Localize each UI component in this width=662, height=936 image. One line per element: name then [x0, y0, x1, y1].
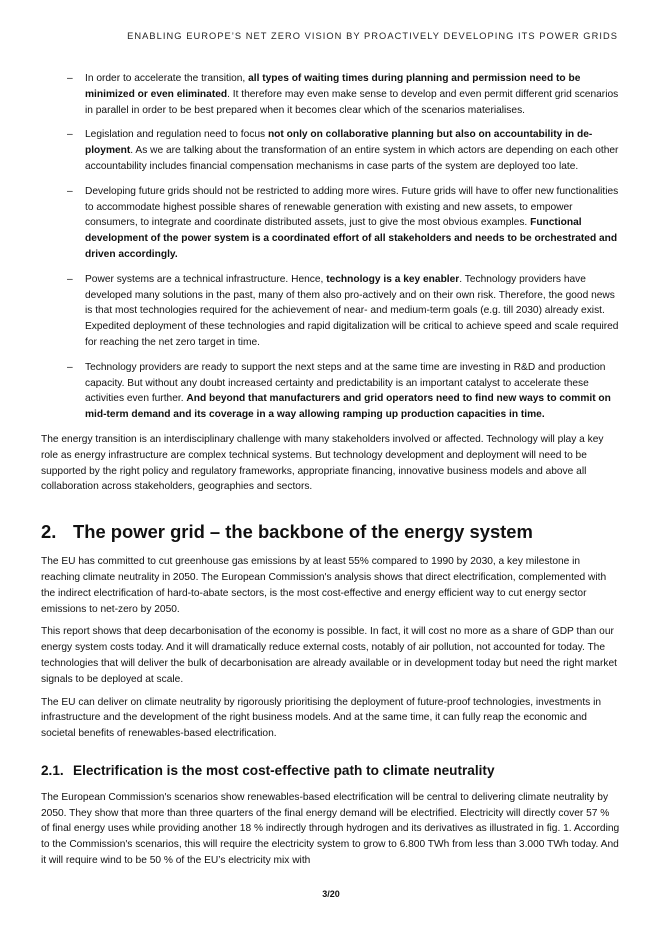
text-segment: Technology providers are ready to support the next steps and at the same time are investing in R&D and production capacity. But without any doubt increased certainty and predictability is an important catalyst to accelerate these activities even further. — [85, 361, 606, 405]
intro-paragraph: The energy transition is an interdisciplinary challenge with many stakeholders involved or affected. Technology will play a key role as energy infrastructure are complex technical systems. But technology development and deployment will need to be supported by the right policy and regulatory frameworks, appropriate financing, innovative business models and above all collaboration across stakeholders, geographies and sectors. — [41, 433, 604, 493]
body-paragraph: The European Commission's scenarios show renewables-based electrification will be central to delivering climate neutrality by 2050. They show that more than three quarters of the final energy demand will be electrified. Electricity will directly cover 57 % of final energy uses while providing another 18 % indirectly through hydrogen and its derivatives as illustrated in fig. 1. According to the Commission's scenarios, this will require the electricity system to grow to 6.800 TWh from less than 3.000 TWh today. And it will require wind to be 50 % of the EU’s electricity mix with — [41, 791, 620, 867]
body-paragraph: This report shows that deep decarbonisation of the economy is possible. In fact, it will cost no more as a share of GDP than our energy system costs today. And it will dramatically reduce external costs, notably of air pollution, not accounted for today. The technologies that will deliver the bulk of decarbonisation are already available or in development today but need the right market signals to be deployed at scale. — [41, 626, 617, 685]
list-dash: – — [67, 185, 73, 197]
bullet-text — [85, 272, 620, 351]
subsection-number: 2.1. — [41, 762, 64, 778]
list-item — [41, 71, 620, 118]
bullet-text — [85, 127, 620, 174]
text-segment: . As we are talking about the transformation of an entire system in which actors are depending on each other accountability includes financial compensation mechanisms in case parts of the system are deployed too late. — [85, 145, 619, 172]
subsection-title: Electrification is the most cost-effective path to climate neutrality — [73, 762, 495, 778]
list-item — [41, 184, 620, 263]
text-segment: Legislation and regulation need to focus — [85, 129, 268, 141]
page-number: 3/20 — [322, 889, 340, 899]
section-number: 2. — [41, 521, 57, 543]
running-header: ENABLING EUROPE’S NET ZERO VISION BY PROACTIVELY DEVELOPING ITS POWER GRIDS — [127, 31, 618, 41]
text-segment: . Technology providers have developed many solutions in the past, many of them also pro-actively and on their own risk. Therefore, the good news is that most technologies required for the achievement of near- and medium-term goals (e.g. till 2030) already exist. Expedited deployment of these technologies and rapid digitalization will be critical to achieve speed and scale required for reaching the net zero target in time. — [85, 273, 619, 348]
list-item — [41, 272, 620, 351]
bold-segment: all types of waiting times during planning and permission need to be minimized or even eliminated — [85, 73, 581, 100]
bullet-text — [85, 360, 620, 423]
list-dash: – — [67, 73, 73, 84]
list-item — [41, 360, 620, 423]
section-title: The power grid – the backbone of the energy system — [73, 521, 533, 543]
list-dash: – — [67, 129, 73, 141]
list-dash: – — [67, 361, 73, 373]
text-segment: . It therefore may even make sense to develop and even permit different grid scenarios in parallel in order to be best prepared when it becomes clear which of the scenarios materialises. — [85, 88, 619, 116]
list-item — [41, 127, 620, 174]
page-content — [41, 71, 620, 876]
body-paragraph: The EU has committed to cut greenhouse gas emissions by at least 55% compared to 1990 by 2030, a key milestone in reaching climate neutrality in 2050. The European Commission's analysis shows that direct electrification, complemented with the indirect electrification of hard-to-abate sectors, is the most cost-effective and energy efficient way to cut energy sector emissions to net-zero by 2050. — [41, 556, 607, 615]
bold-segment: Functional development of the power system is a coordinated effort of all stakeholders and needs to be orchestrated and driven accordingly. — [85, 217, 618, 260]
bullet-list — [41, 71, 620, 423]
text-segment: In order to accelerate the transition, — [85, 73, 249, 84]
subsection-heading — [41, 762, 620, 779]
body-paragraph: The EU can deliver on climate neutrality by rigorously prioritising the deployment of future-proof technologies, investments in infrastructure and the development of the right business models. And at the same time, it can fully reap the economic and societal benefits of renewables-based electrification. — [41, 696, 602, 740]
bold-segment: not only on collaborative planning but also on accountability in deployment — [85, 129, 593, 157]
text-segment: Power systems are a technical infrastructure. Hence, — [85, 273, 327, 285]
bullet-text — [85, 71, 620, 118]
section-heading — [41, 521, 620, 543]
bold-segment: And beyond that manufacturers and grid operators need to find new ways to commit on mid-term demand and its coverage in a way allowing ramping up production capacities in time. — [85, 393, 611, 421]
text-segment: Developing future grids should not be restricted to adding more wires. Future grids will have to offer new functionalities to accommodate highest possible shares of renewable generation with existing and new assets, to empower consumers, to integrate and coordinate distributed assets, just to give the most obvious examples. — [85, 185, 619, 229]
bold-segment: technology is a key enabler — [326, 273, 460, 285]
bullet-text — [85, 184, 620, 263]
list-dash: – — [67, 273, 73, 285]
